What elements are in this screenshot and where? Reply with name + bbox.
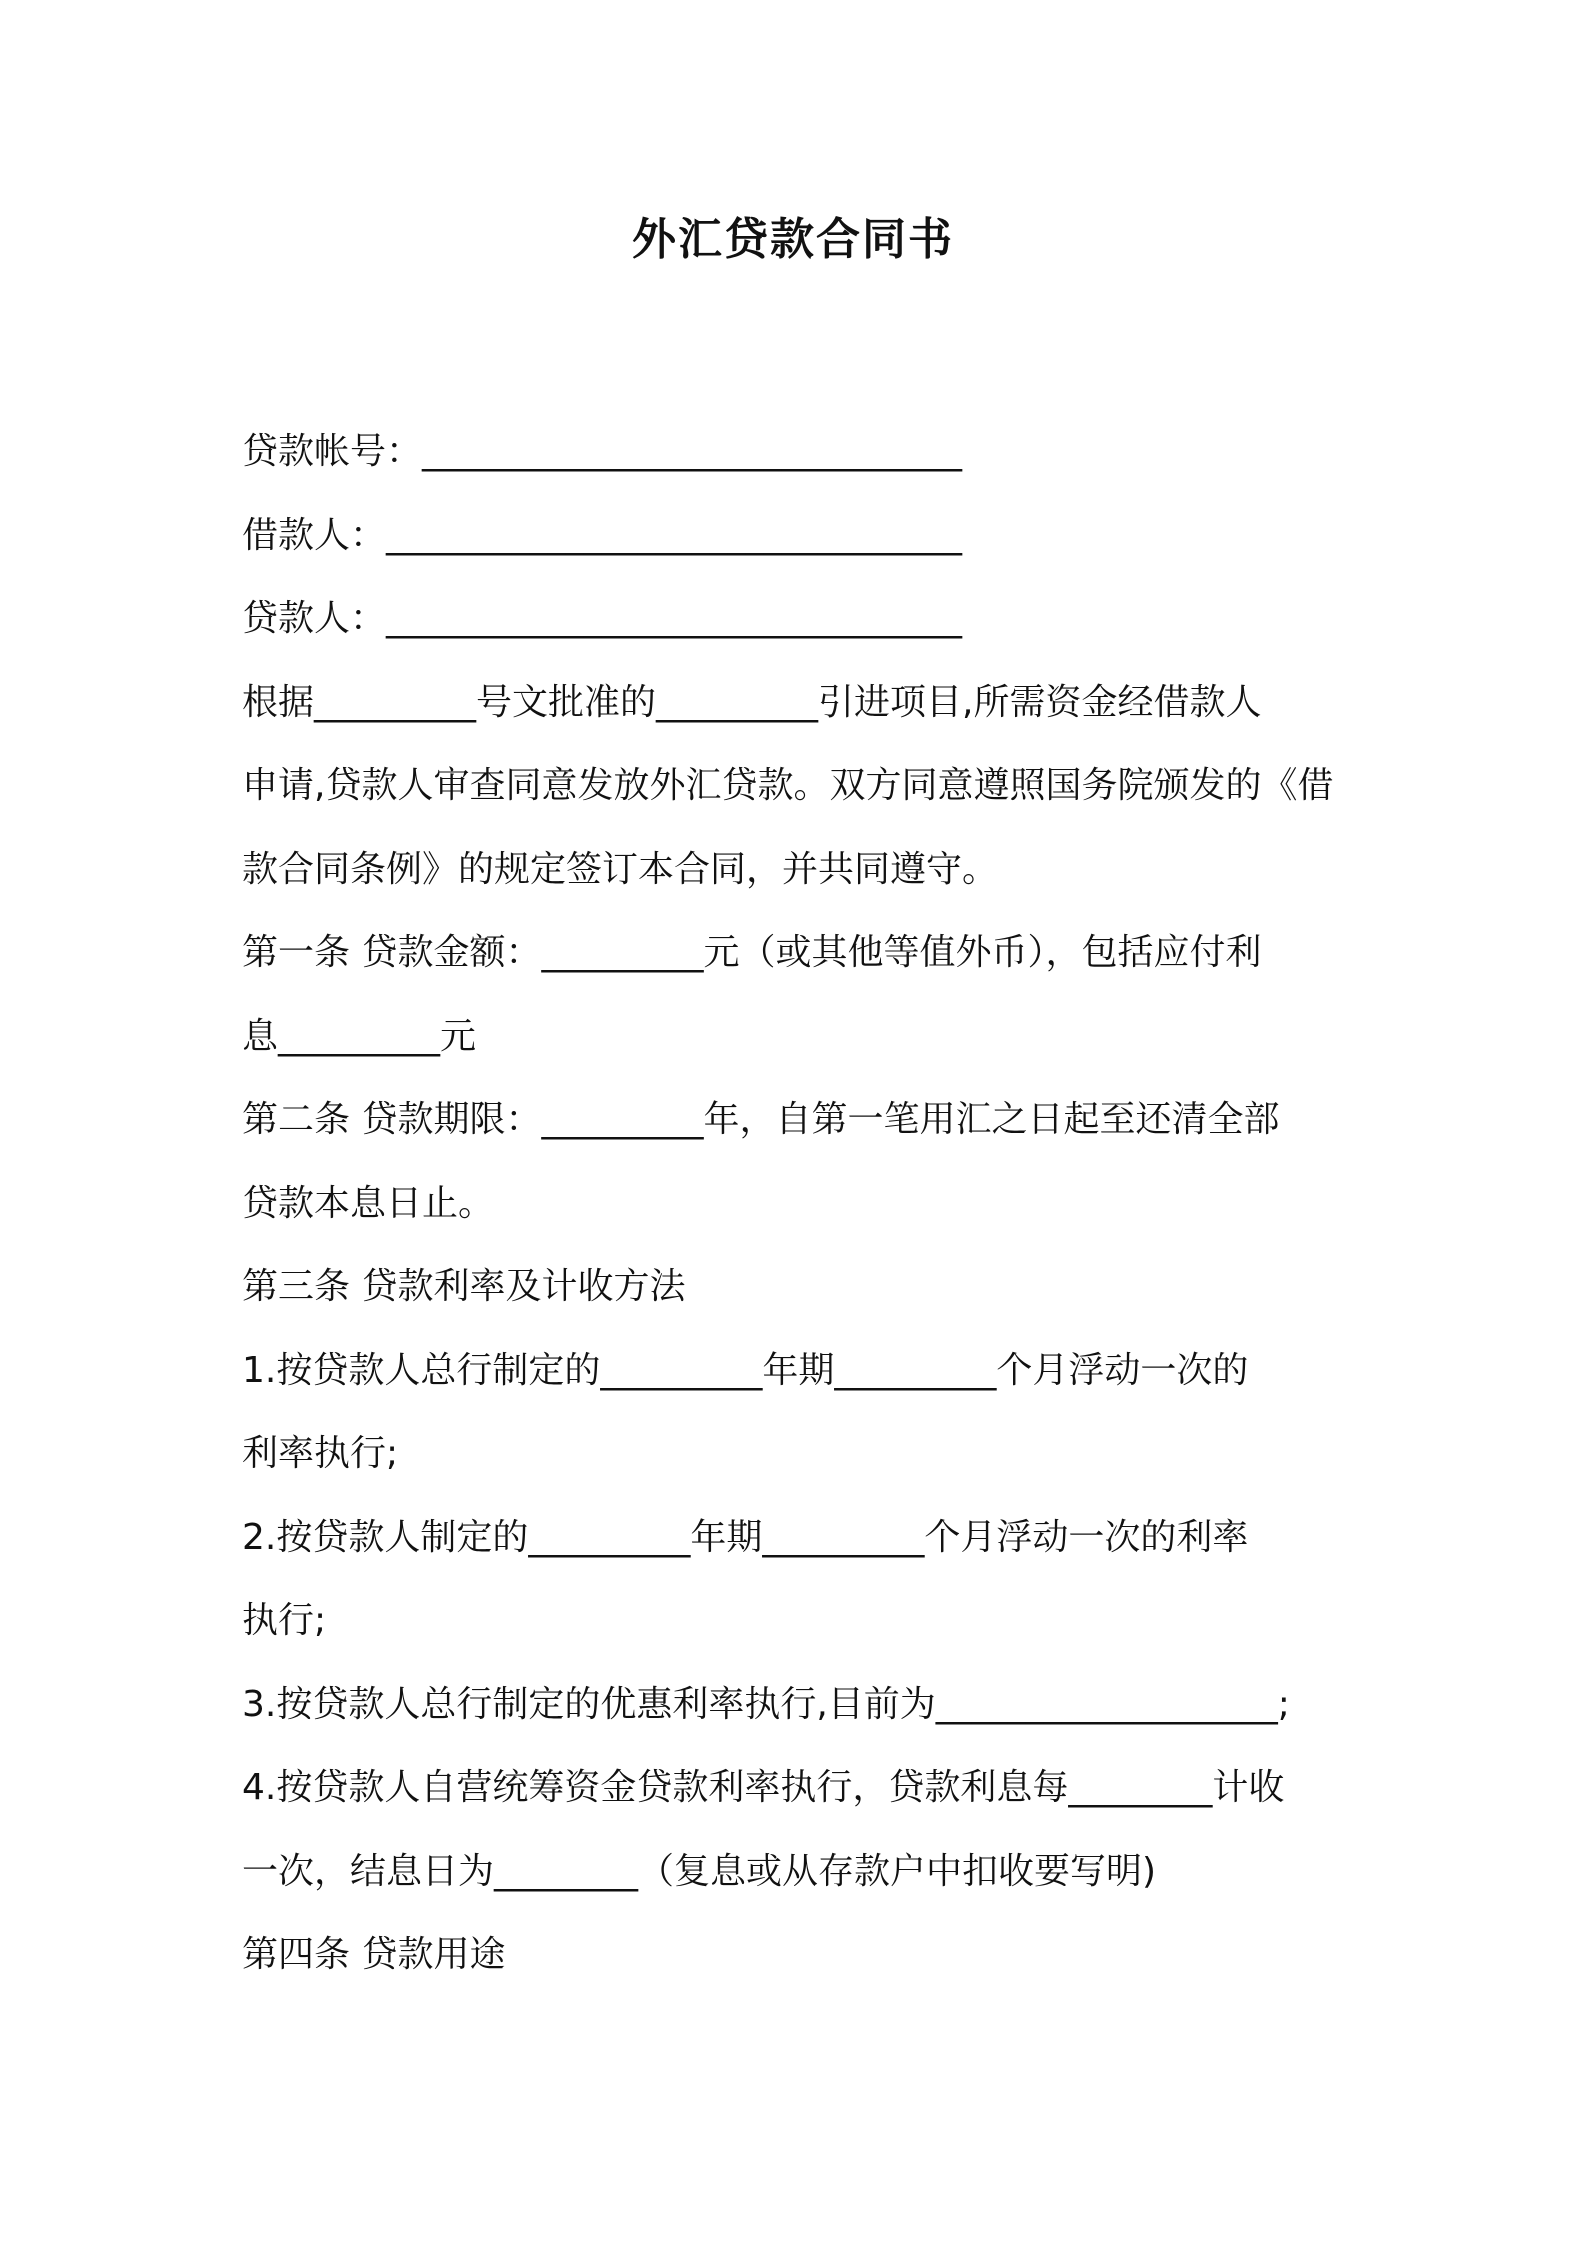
preamble-line-1: 根据_________号文批准的_________引进项目,所需资金经借款人 — [242, 681, 1262, 723]
document-body — [242, 410, 1362, 1997]
preamble-line-2: 申请,贷款人审查同意发放外汇贷款。双方同意遵照国务院颁发的《借 — [242, 765, 1334, 806]
article-3-item-4-line-1: 4.按贷款人自营统筹资金贷款利率执行，贷款利息每________计收 — [242, 1767, 1285, 1808]
article-3-item-1-line-2: 利率执行; — [242, 1433, 399, 1474]
article-3-item-4-line-2: 一次，结息日为________（复息或从存款户中扣收要写明) — [242, 1850, 1157, 1892]
document-title: 外汇贷款合同书 — [632, 214, 954, 265]
article-2-line-2: 贷款本息日止。 — [242, 1182, 495, 1224]
article-1-line-1: 第一条 贷款金额：_________元（或其他等值外币），包括应付利 — [242, 932, 1262, 973]
article-1-line-2: 息_________元 — [242, 1015, 477, 1057]
article-3-item-2-line-2: 执行; — [242, 1600, 327, 1641]
article-3-item-3: 3.按贷款人总行制定的优惠利率执行,目前为___________________; — [242, 1683, 1290, 1725]
preamble-line-3: 款合同条例》的规定签订本合同，并共同遵守。 — [242, 848, 999, 890]
article-3-item-1-line-1: 1.按贷款人总行制定的_________年期_________个月浮动一次的 — [242, 1349, 1249, 1391]
article-3-item-2-line-1: 2.按贷款人制定的_________年期_________个月浮动一次的利率 — [242, 1516, 1249, 1558]
article-4-heading: 第四条 贷款用途 — [242, 1934, 506, 1975]
loan-account-line: 贷款帐号：______________________________ — [242, 431, 963, 472]
borrower-line: 借款人：________________________________ — [242, 514, 963, 556]
article-3-heading: 第三条 贷款利率及计收方法 — [242, 1266, 686, 1307]
lender-line: 贷款人：________________________________ — [242, 598, 963, 639]
article-2-line-1: 第二条 贷款期限：_________年，自第一笔用汇之日起至还清全部 — [242, 1099, 1280, 1140]
